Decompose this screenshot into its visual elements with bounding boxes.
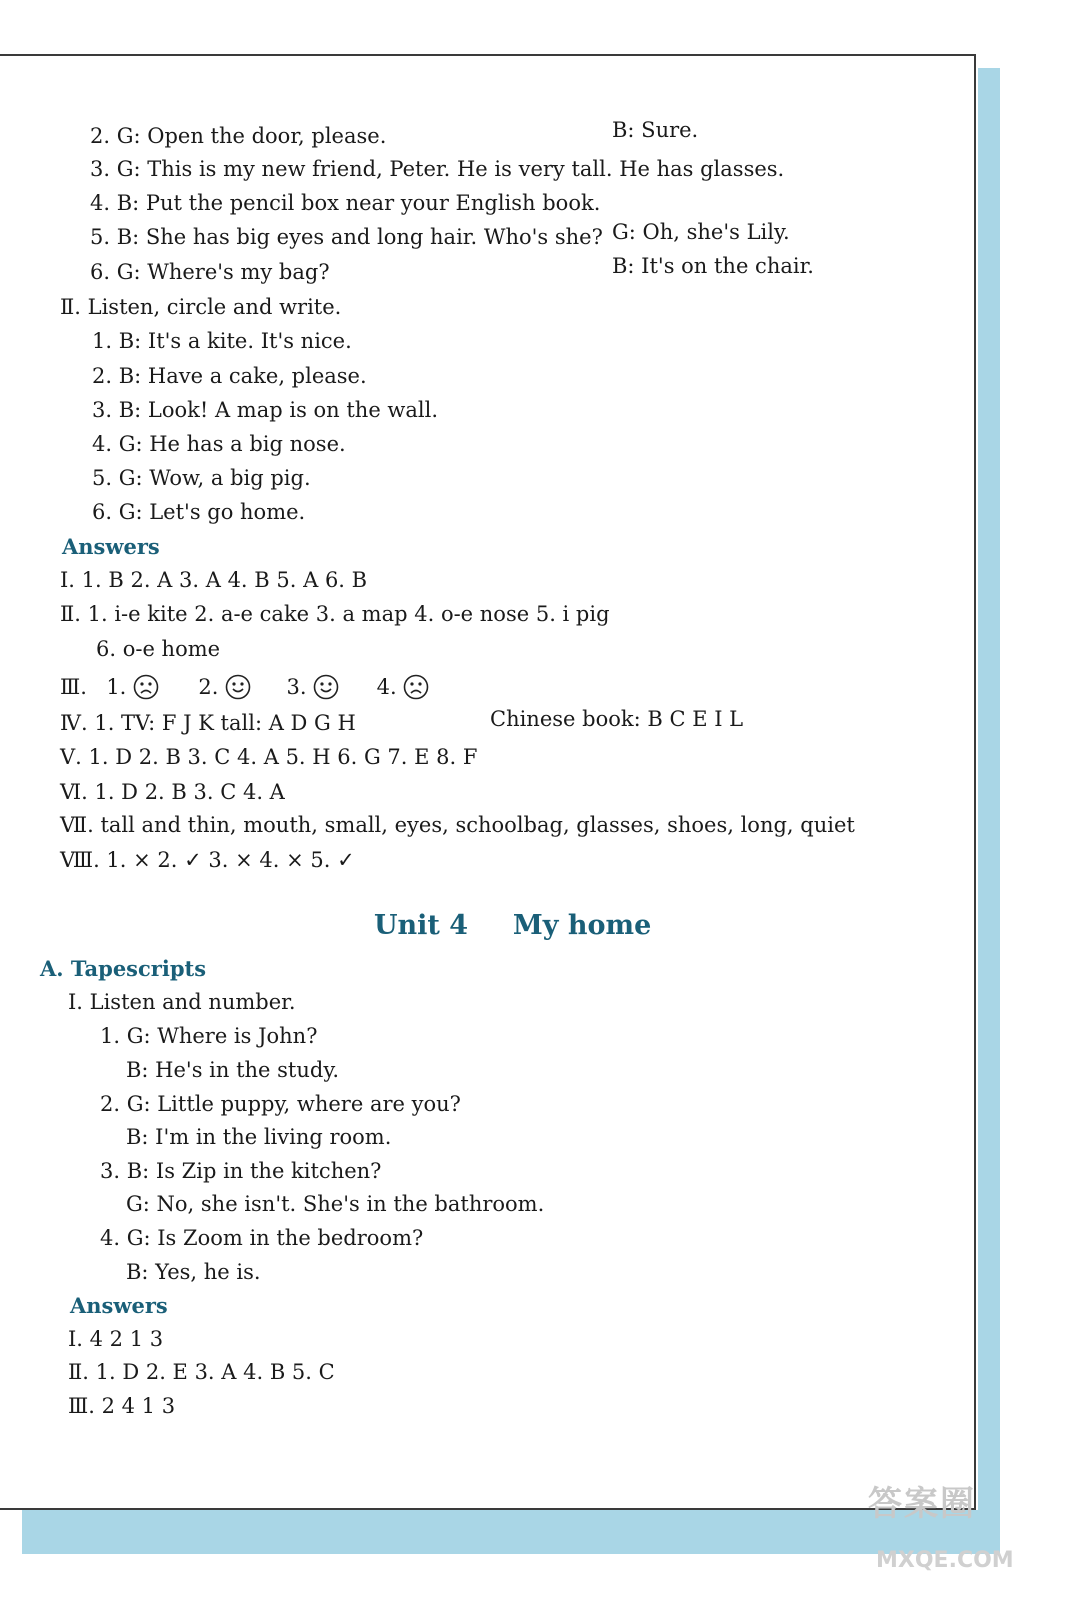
answer-row: Ⅲ. 2 4 1 3 [68, 1394, 176, 1418]
answer-row: Ⅴ. 1. D 2. B 3. C 4. A 5. H 6. G 7. E 8. F [60, 745, 478, 769]
section-title: Ⅰ. Listen and number. [68, 990, 296, 1014]
page-shadow-bottom [22, 1510, 1000, 1554]
answer-row-faces [60, 673, 429, 701]
unit-name: My home [512, 910, 652, 941]
tapescript-line: 3. B: Look! A map is on the wall. [92, 398, 439, 422]
answer-row-label: Ⅲ. [60, 675, 87, 699]
answer-row: Ⅰ. 4 2 1 3 [68, 1327, 164, 1351]
unit-number: Unit 4 [374, 910, 469, 941]
tapescript-line: 5. G: Wow, a big pig. [92, 466, 311, 490]
watermark-logo: 答案圈 [868, 1484, 976, 1524]
page-shadow-right [978, 68, 1000, 1554]
face-item-number: 1. [106, 675, 127, 699]
tapescript-line: 4. G: Is Zoom in the bedroom? [100, 1226, 424, 1250]
tapescript-line: 2. B: Have a cake, please. [92, 364, 367, 388]
tapescript-reply: B: It's on the chair. [612, 254, 814, 278]
answer-row: Ⅱ. 1. i-e kite 2. a-e cake 3. a map 4. o-e nose 5. i pig [60, 602, 610, 626]
tapescript-line: 4. B: Put the pencil box near your English book. [90, 191, 601, 215]
tapescript-line: 4. G: He has a big nose. [92, 432, 346, 456]
tapescript-line: G: No, she isn't. She's in the bathroom. [126, 1192, 545, 1216]
tapescript-line: 2. G: Open the door, please. [90, 124, 387, 148]
tapescript-line: 6. G: Where's my bag? [90, 260, 330, 284]
tapescript-reply: B: Sure. [612, 118, 699, 142]
tapescript-line: 3. G: This is my new friend, Peter. He is very tall. He has glasses. [90, 157, 785, 181]
face-item-number: 2. [198, 675, 219, 699]
sad-face-icon [133, 674, 159, 700]
watermark-url: MXQE.COM [876, 1548, 1014, 1573]
sad-face-icon [403, 674, 429, 700]
unit-title [374, 910, 651, 941]
tapescript-line: B: He's in the study. [126, 1058, 340, 1082]
tapescript-reply: G: Oh, she's Lily. [612, 220, 790, 244]
tapescript-line: 1. B: It's a kite. It's nice. [92, 329, 352, 353]
tapescript-line: 3. B: Is Zip in the kitchen? [100, 1159, 382, 1183]
tapescript-line: 2. G: Little puppy, where are you? [100, 1092, 461, 1116]
answers-heading: Answers [70, 1293, 168, 1318]
answer-row: Ⅱ. 1. D 2. E 3. A 4. B 5. C [68, 1360, 335, 1384]
answer-row: Ⅳ. 1. TV: F J K tall: A D G H [60, 711, 356, 735]
section-title: Ⅱ. Listen, circle and write. [60, 295, 342, 319]
tapescript-line: 5. B: She has big eyes and long hair. Who's she? [90, 225, 603, 249]
happy-face-icon [225, 674, 251, 700]
answer-row: Ⅷ. 1. × 2. ✓ 3. × 4. × 5. ✓ [60, 848, 355, 872]
happy-face-icon [313, 674, 339, 700]
answer-row: Ⅰ. 1. B 2. A 3. A 4. B 5. A 6. B [60, 568, 368, 592]
answer-row: Chinese book: B C E I L [490, 707, 744, 731]
tapescript-line: B: I'm in the living room. [126, 1125, 392, 1149]
tapescript-line: 6. G: Let's go home. [92, 500, 306, 524]
answer-row: Ⅵ. 1. D 2. B 3. C 4. A [60, 780, 285, 804]
tapescript-line: B: Yes, he is. [126, 1260, 261, 1284]
answers-heading: Answers [62, 534, 160, 559]
section-heading: A. Tapescripts [40, 956, 207, 981]
face-item-number: 3. [286, 675, 307, 699]
face-item-number: 4. [376, 675, 397, 699]
answer-row: 6. o-e home [96, 637, 221, 661]
answer-row: Ⅶ. tall and thin, mouth, small, eyes, schoolbag, glasses, shoes, long, quiet [60, 813, 855, 837]
tapescript-line: 1. G: Where is John? [100, 1024, 318, 1048]
